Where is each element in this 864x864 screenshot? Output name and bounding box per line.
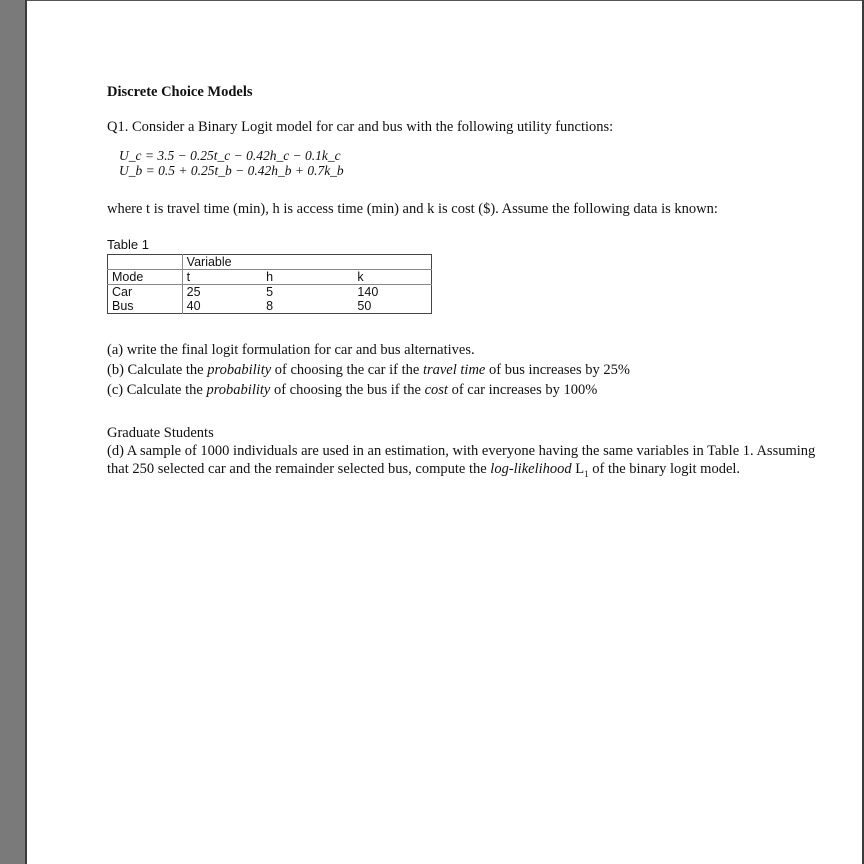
left-gutter [0, 0, 25, 864]
table-header-mode: Mode [108, 270, 183, 285]
part-b: (b) Calculate the probability of choosing the car if the travel time of bus increases by 25% [107, 362, 630, 378]
table-group-header: Variable [182, 255, 431, 270]
table-cell: 50 [357, 299, 372, 313]
table-caption: Table 1 [107, 237, 149, 252]
document-title: Discrete Choice Models [107, 84, 253, 100]
table-header-row [108, 270, 432, 285]
graduate-heading: Graduate Students [107, 425, 214, 441]
question-parts [107, 340, 822, 400]
table-row [108, 285, 432, 300]
table-header-t: t [182, 270, 262, 285]
graduate-section [107, 424, 822, 483]
table-cell: Bus [108, 299, 183, 314]
question-1-intro: Q1. Consider a Binary Logit model for car and bus with the following utility functions: [107, 119, 614, 135]
table-cell: 40 [186, 299, 201, 313]
utility-equations [119, 148, 822, 178]
part-a: (a) write the final logit formulation for car and bus alternatives. [107, 342, 475, 358]
page-top-edge [27, 0, 864, 1]
utility-equation-car: U_c = 3.5 − 0.25t_c − 0.42h_c − 0.1k_c [119, 148, 341, 163]
table-cell: 140 [357, 285, 379, 299]
part-c: (c) Calculate the probability of choosing the bus if the cost of car increases by 100% [107, 382, 598, 398]
table-header-h: h [262, 270, 353, 285]
table-row [108, 299, 432, 314]
table-cell: 25 [186, 285, 201, 299]
table-cell: 8 [266, 299, 274, 313]
table-group-header-row [108, 255, 432, 270]
variable-definitions: where t is travel time (min), h is access time (min) and k is cost ($). Assume the following data is known: [107, 201, 718, 217]
data-table [107, 254, 432, 314]
table-cell: 5 [266, 285, 274, 299]
part-d: (d) A sample of 1000 individuals are used in an estimation, with everyone having the same variables in Table 1. Assuming that 250 selected car and the remainder selected bus, compute the log-likelihood $L_1$ of the binary logit model. [107, 443, 816, 479]
document-content [107, 84, 822, 483]
utility-equation-bus: U_b = 0.5 + 0.25t_b − 0.42h_b + 0.7k_b [119, 163, 344, 178]
table-cell: Car [108, 285, 183, 300]
table-header-k: k [353, 270, 431, 285]
